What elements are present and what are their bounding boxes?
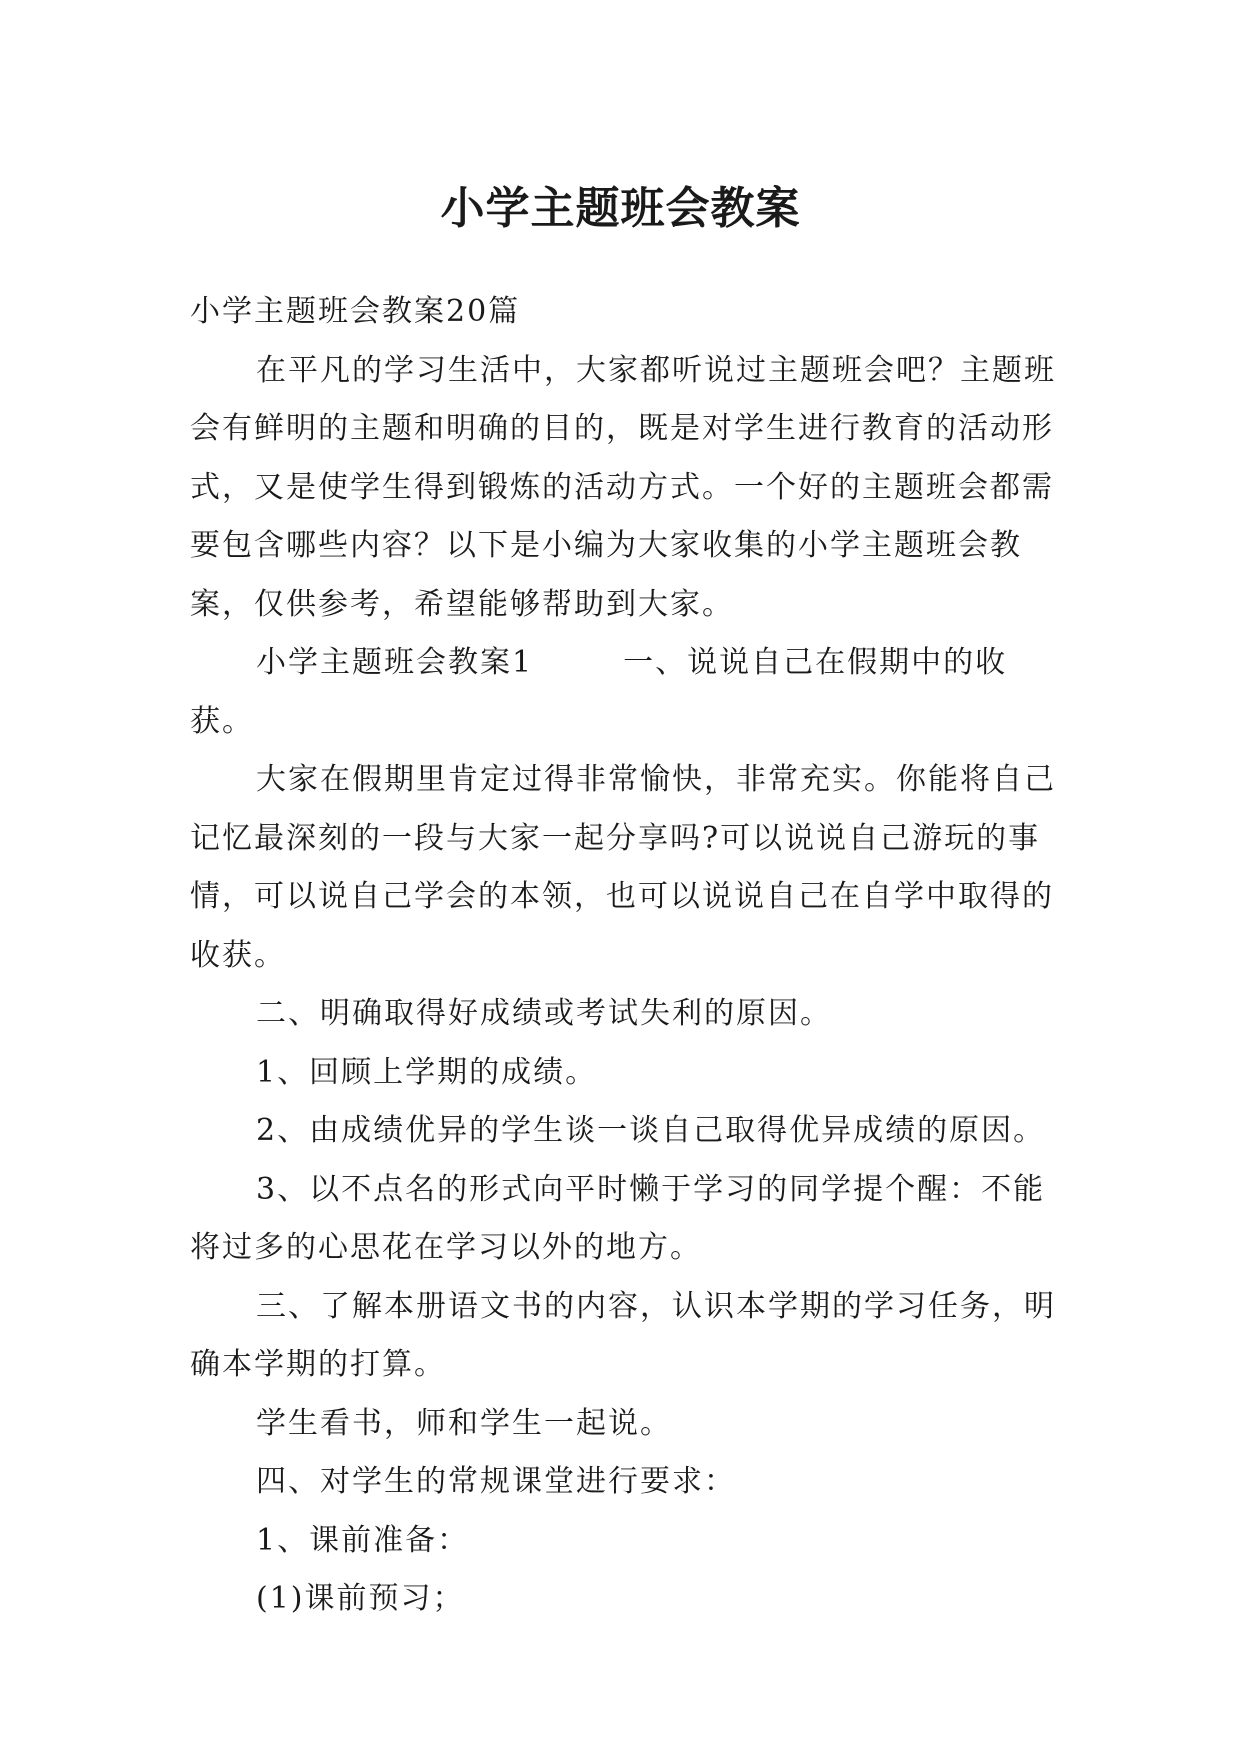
subtitle: 小学主题班会教案20篇 (190, 294, 521, 329)
section-heading-line (190, 634, 1060, 751)
paragraph: 2、由成绩优异的学生谈一谈自己取得优异成绩的原因。 (256, 1113, 1046, 1148)
paragraph: 三、了解本册语文书的内容，认识本学期的学习任务，明确本学期的打算。 (190, 1288, 1056, 1382)
document-title: 小学主题班会教案 (440, 183, 801, 235)
paragraph: 二、明确取得好成绩或考试失利的原因。 (256, 996, 832, 1031)
paragraph: (1)课前预习； (256, 1581, 465, 1616)
paragraph: 学生看书，师和学生一起说。 (256, 1405, 672, 1441)
section-first-item: 一、说说自己在假期中的收获。 (190, 645, 1008, 739)
section-heading: 小学主题班会教案1 (256, 645, 534, 680)
paragraph: 3、以不点名的形式向平时懒于学习的同学提个醒：不能将过多的心思花在学习以外的地方。 (190, 1171, 1046, 1265)
document-body (190, 283, 1060, 1629)
intro-paragraph: 在平凡的学习生活中，大家都听说过主题班会吧？主题班会有鲜明的主题和明确的目的，既是对学生进行教育的活动形式，又是使学生得到锻炼的活动方式。一个好的主题班会都需要包含哪些内容？以下是小编为大家收集的小学主题班会教案，仅供参考，希望能够帮助到大家。 (190, 352, 1056, 622)
paragraph: 大家在假期里肯定过得非常愉快，非常充实。你能将自己记忆最深刻的一段与大家一起分享吗?可以说说自己游玩的事情，可以说自己学会的本领，也可以说说自己在自学中取得的收获。 (190, 762, 1056, 973)
paragraph: 四、对学生的常规课堂进行要求： (256, 1464, 736, 1499)
paragraph: 1、回顾上学期的成绩。 (256, 1054, 598, 1090)
paragraph: 1、课前准备： (256, 1522, 470, 1558)
